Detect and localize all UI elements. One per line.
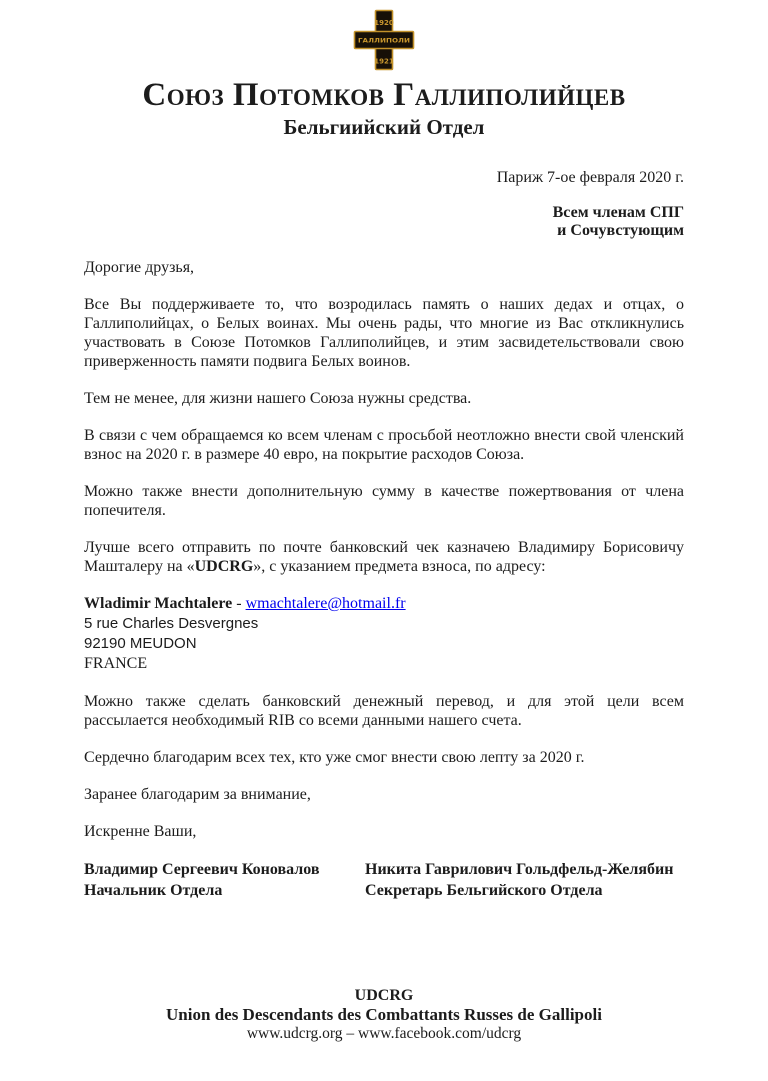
address-street: 5 rue Charles Desvergnes (84, 615, 259, 632)
logo-year-top: 1920 (374, 19, 394, 27)
address-country: FRANCE (84, 655, 148, 672)
closing-line: Искренне Ваши, (84, 823, 197, 840)
signature-chief-title: Начальник Отдела (84, 882, 223, 899)
postal-address-block (84, 614, 684, 674)
gallipoli-cross-icon (352, 8, 416, 72)
paragraph-thanks: Сердечно благодарим всех тех, кто уже смог внести свою лепту за 2020 г. (84, 749, 585, 766)
footer-links: www.udcrg.org – www.facebook.com/udcrg (246, 1025, 522, 1042)
addressee-line-2: и Сочувстующим (557, 222, 684, 239)
page-title: Союз Потомков Галлиполийцев (142, 77, 626, 113)
paragraph-support: Все Вы поддерживаете то, что возродилась память о наших дедах и отцах, о Галлиполийцах, о Белых воинах. Мы очень рады, что многие из Вас откликнулись участвовать в Союзе Потомков Галлиполийцев, и этим засвидетельствовали свою приверженность памяти подвига Белых воинов. (84, 296, 684, 370)
addressee-line-1: Всем членам СПГ (552, 204, 684, 221)
payment-text-before: Лучше всего отправить по почте банковский чек казначею Владимиру Борисовичу Машталеру на « (84, 539, 684, 575)
logo-year-bottom: 1921 (374, 57, 394, 66)
treasurer-contact-line (84, 594, 684, 614)
addressee-block (84, 204, 684, 240)
paragraph-payment-instructions (84, 538, 684, 576)
salutation: Дорогие друзья, (84, 259, 195, 276)
treasurer-email-link[interactable]: wmachtalere@hotmail.fr (245, 595, 406, 612)
letter-content (0, 168, 768, 901)
treasurer-name: Wladimir Machtalere (84, 595, 233, 612)
contact-separator: - (232, 595, 246, 612)
signature-chief (84, 859, 365, 901)
payment-text-after: », с указанием предмета взноса, по адресу: (253, 558, 546, 575)
logo-band-label: ГАЛЛИПОЛИ (358, 36, 410, 45)
paragraph-bank-transfer: Можно также сделать банковский денежный перевод, и для этой цели всем рассылается необходимый RIB со всеми данными нашего счета. (84, 693, 684, 729)
signature-secretary-name: Никита Гаврилович Гольдфельд-Желябин (365, 861, 674, 878)
page-subtitle: Бельгиийский Отдел (283, 115, 485, 139)
footer-org-fullname: Union des Descendants des Combattants Russes de Gallipoli (166, 1005, 602, 1024)
payment-org-abbrev: UDCRG (194, 558, 254, 575)
signature-secretary-title: Секретарь Бельгийского Отдела (365, 882, 603, 899)
paragraph-donation: Можно также внести дополнительную сумму в качестве пожертвования от члена попечителя. (84, 483, 684, 519)
paragraph-thanks-attention: Заранее благодарим за внимание, (84, 786, 311, 803)
signature-secretary (365, 859, 684, 901)
footer-org-abbrev: UDCRG (354, 987, 414, 1004)
address-city: 92190 MEUDON (84, 635, 197, 652)
paragraph-funds-needed: Тем не менее, для жизни нашего Союза нужны средства. (84, 390, 472, 407)
signature-chief-name: Владимир Сергеевич Коновалов (84, 861, 320, 878)
date-line: Париж 7-ое февраля 2020 г. (496, 169, 684, 186)
paragraph-membership-fee: В связи с чем обращаемся ко всем членам с просьбой неотложно внести свой членский взнос на 2020 г. в размере 40 евро, на покрытие расходов Союза. (84, 427, 684, 463)
signatures-row (84, 859, 684, 901)
letter-footer (0, 986, 768, 1043)
gallipoli-cross-logo (352, 8, 416, 72)
